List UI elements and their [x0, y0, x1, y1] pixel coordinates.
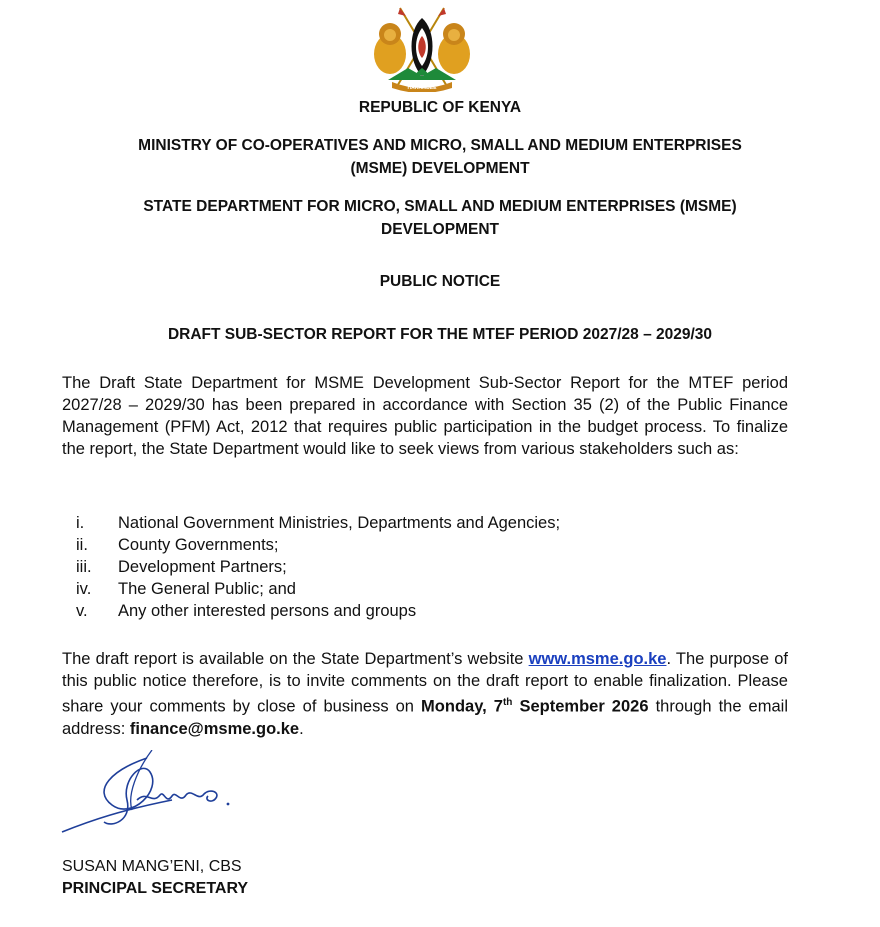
- stakeholder-list: [62, 512, 762, 622]
- closing-text-part3: through the email address:: [62, 697, 788, 738]
- list-item-number: ii.: [76, 536, 88, 554]
- crest-motto: HARAMBEE: [407, 85, 437, 91]
- contact-email[interactable]: finance@msme.go.ke: [129, 719, 300, 738]
- signatory-title: PRINCIPAL SECRETARY: [62, 880, 249, 897]
- list-item-text: County Governments;: [118, 536, 279, 554]
- list-item-number: v.: [76, 602, 88, 620]
- notice-type-heading: PUBLIC NOTICE: [379, 273, 501, 290]
- closing-text-part1: The draft report is available on the State Department’s website: [62, 650, 529, 668]
- list-item-text: Development Partners;: [118, 558, 287, 576]
- republic-heading: REPUBLIC OF KENYA: [358, 99, 522, 116]
- list-item: [62, 578, 762, 600]
- closing-text-part2: . The purpose of this public notice therefore, is to invite comments on the draft report to enable finalization. Please share your comments by close of business on: [62, 650, 789, 716]
- closing-paragraph: [62, 648, 788, 740]
- list-item: [62, 600, 762, 622]
- signatory-name: SUSAN MANG’ENI, CBS: [62, 858, 242, 875]
- department-heading-line1: STATE DEPARTMENT FOR MICRO, SMALL AND MEDIUM ENTERPRISES (MSME): [143, 198, 737, 215]
- notice-subject-heading: DRAFT SUB-SECTOR REPORT FOR THE MTEF PERIOD 2027/28 – 2029/30: [167, 326, 713, 343]
- list-item: [62, 534, 762, 556]
- list-item: [62, 512, 762, 534]
- list-item-text: Any other interested persons and groups: [118, 602, 417, 620]
- list-item-text: National Government Ministries, Departments and Agencies;: [118, 514, 561, 532]
- kenya-coat-of-arms-icon: [366, 6, 478, 92]
- list-item-number: iv.: [76, 580, 92, 598]
- list-item-number: i.: [76, 514, 85, 532]
- ministry-heading-line2: (MSME) DEVELOPMENT: [350, 160, 530, 177]
- closing-text-part4: .: [299, 719, 304, 738]
- list-item: [62, 556, 762, 578]
- intro-paragraph: The Draft State Department for MSME Development Sub-Sector Report for the MTEF period 2027/28 – 2029/30 has been prepared in accordance with Section 35 (2) of the Public Finance Management (PFM) Act, 2012 that requires public participation in the budget process. To finalize the report, the State Department would like to seek views from various stakeholders such as:: [62, 374, 788, 458]
- deadline-day: Monday, 7: [421, 697, 503, 716]
- handwritten-signature: [52, 750, 252, 842]
- list-item-number: iii.: [76, 558, 92, 576]
- deadline-date: September 2026: [512, 697, 649, 716]
- ministry-heading-line1: MINISTRY OF CO-OPERATIVES AND MICRO, SMALL AND MEDIUM ENTERPRISES: [138, 137, 742, 154]
- list-item-text: The General Public; and: [118, 580, 296, 598]
- department-heading-line2: DEVELOPMENT: [381, 221, 499, 238]
- website-link[interactable]: www.msme.go.ke: [528, 650, 667, 668]
- deadline-ordinal: th: [502, 697, 513, 708]
